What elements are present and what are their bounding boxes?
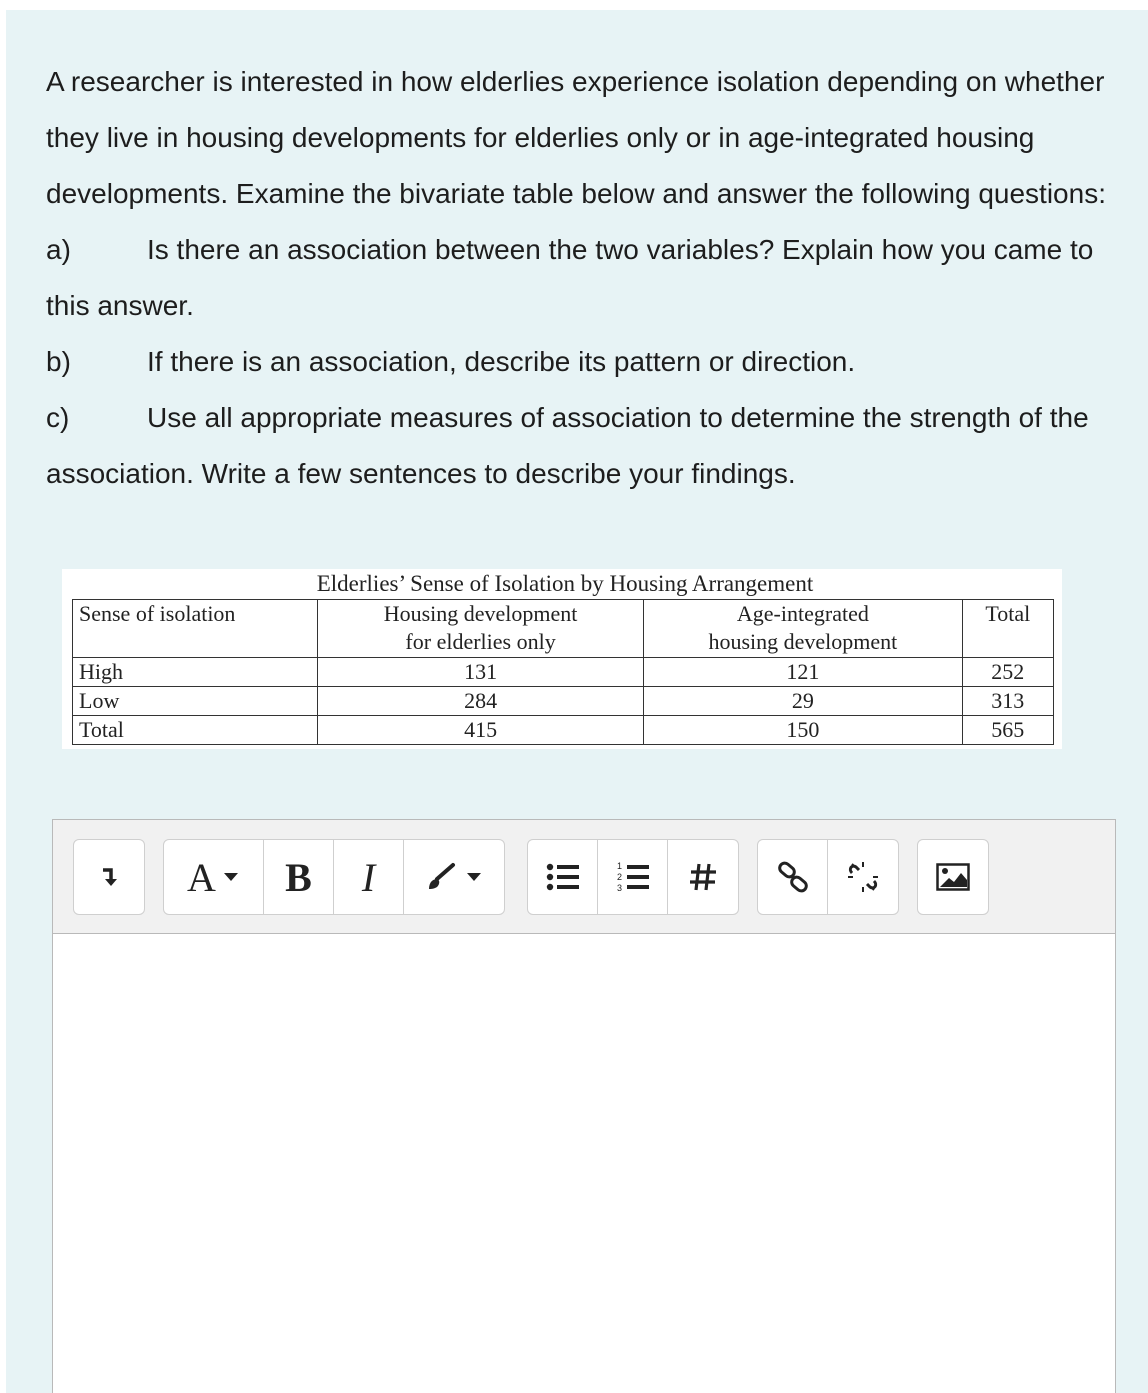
item-text: Use all appropriate measures of association to determine the strength of the association. Write a few sentences to describe your findings. bbox=[46, 402, 1089, 489]
table-cell: 131 bbox=[318, 658, 644, 687]
ordered-list-button[interactable] bbox=[598, 840, 668, 914]
item-text: If there is an association, describe its pattern or direction. bbox=[147, 346, 856, 377]
table-cell: 284 bbox=[318, 687, 644, 716]
font-style-icon: A bbox=[187, 854, 216, 900]
italic-icon: I bbox=[361, 854, 376, 900]
table-cell: 29 bbox=[644, 687, 962, 716]
bold-button[interactable] bbox=[264, 840, 334, 914]
bivariate-table bbox=[72, 599, 1054, 745]
svg-text:2: 2 bbox=[616, 872, 622, 882]
svg-text:3: 3 bbox=[616, 883, 622, 893]
toolbar-group-format bbox=[163, 839, 505, 915]
numbered-list-icon bbox=[616, 860, 650, 894]
unlink-icon bbox=[846, 860, 880, 894]
table-header-row bbox=[73, 600, 1054, 658]
unordered-list-button[interactable] bbox=[528, 840, 598, 914]
question-panel bbox=[6, 10, 1148, 1393]
paintbrush-icon bbox=[425, 862, 459, 892]
table-cell: 565 bbox=[962, 716, 1053, 745]
editor-content-area[interactable] bbox=[53, 934, 1115, 1393]
chevron-down-icon bbox=[222, 871, 240, 883]
table-cell: 313 bbox=[962, 687, 1053, 716]
toolbar-group-media bbox=[917, 839, 989, 915]
item-letter: b) bbox=[46, 346, 71, 377]
header-elderlies-only bbox=[318, 600, 644, 658]
header-sense-of-isolation: Sense of isolation bbox=[73, 600, 318, 658]
row-label: High bbox=[73, 658, 318, 687]
question-item-c bbox=[46, 390, 1126, 502]
italic-button[interactable] bbox=[334, 840, 404, 914]
item-letter: a) bbox=[46, 234, 71, 265]
editor-toolbar bbox=[53, 820, 1115, 934]
bivariate-table-image bbox=[62, 569, 1062, 749]
hash-icon bbox=[688, 862, 718, 892]
unlink-button[interactable] bbox=[828, 840, 898, 914]
header-line: housing development bbox=[708, 629, 898, 654]
item-text: Is there an association between the two variables? Explain how you came to this answer. bbox=[46, 234, 1094, 321]
link-button[interactable] bbox=[758, 840, 828, 914]
header-line: Age-integrated bbox=[736, 601, 869, 626]
header-total: Total bbox=[962, 600, 1053, 658]
table-cell: 252 bbox=[962, 658, 1053, 687]
link-icon bbox=[776, 860, 810, 894]
chevron-down-icon bbox=[465, 871, 483, 883]
toolbar-group-lists bbox=[527, 839, 739, 915]
equation-button[interactable] bbox=[668, 840, 738, 914]
bullet-list-icon bbox=[546, 862, 580, 892]
table-cell: 150 bbox=[644, 716, 962, 745]
toolbar-group-expand bbox=[73, 839, 145, 915]
toolbar-group-links bbox=[757, 839, 899, 915]
expand-toolbar-button[interactable] bbox=[74, 840, 144, 914]
question-intro: A researcher is interested in how elderlies experience isolation depending on whether they live in housing developments for elderlies only or in age-integrated housing developments. Examine the bivariate table below and answer the following questions: bbox=[46, 66, 1106, 209]
table-caption: Elderlies’ Sense of Isolation by Housing Arrangement bbox=[316, 571, 814, 596]
question-item-b bbox=[46, 334, 1126, 390]
header-age-integrated bbox=[644, 600, 962, 658]
question-item-a bbox=[46, 222, 1126, 334]
header-line: Housing development bbox=[383, 601, 578, 626]
bold-icon: B bbox=[285, 854, 312, 900]
table-cell: 415 bbox=[318, 716, 644, 745]
row-label: Total bbox=[73, 716, 318, 745]
table-row bbox=[73, 716, 1054, 745]
svg-text:1: 1 bbox=[616, 861, 622, 871]
row-label: Low bbox=[73, 687, 318, 716]
table-cell: 121 bbox=[644, 658, 962, 687]
answer-editor bbox=[52, 819, 1116, 1393]
table-row bbox=[73, 687, 1054, 716]
item-letter: c) bbox=[46, 402, 70, 433]
image-icon bbox=[936, 863, 970, 891]
question-text bbox=[46, 54, 1126, 502]
insert-image-button[interactable] bbox=[918, 840, 988, 914]
text-style-button[interactable] bbox=[164, 840, 264, 914]
expand-arrow-icon bbox=[99, 865, 119, 889]
text-color-button[interactable] bbox=[404, 840, 504, 914]
table-row bbox=[73, 658, 1054, 687]
header-line: for elderlies only bbox=[405, 629, 556, 654]
